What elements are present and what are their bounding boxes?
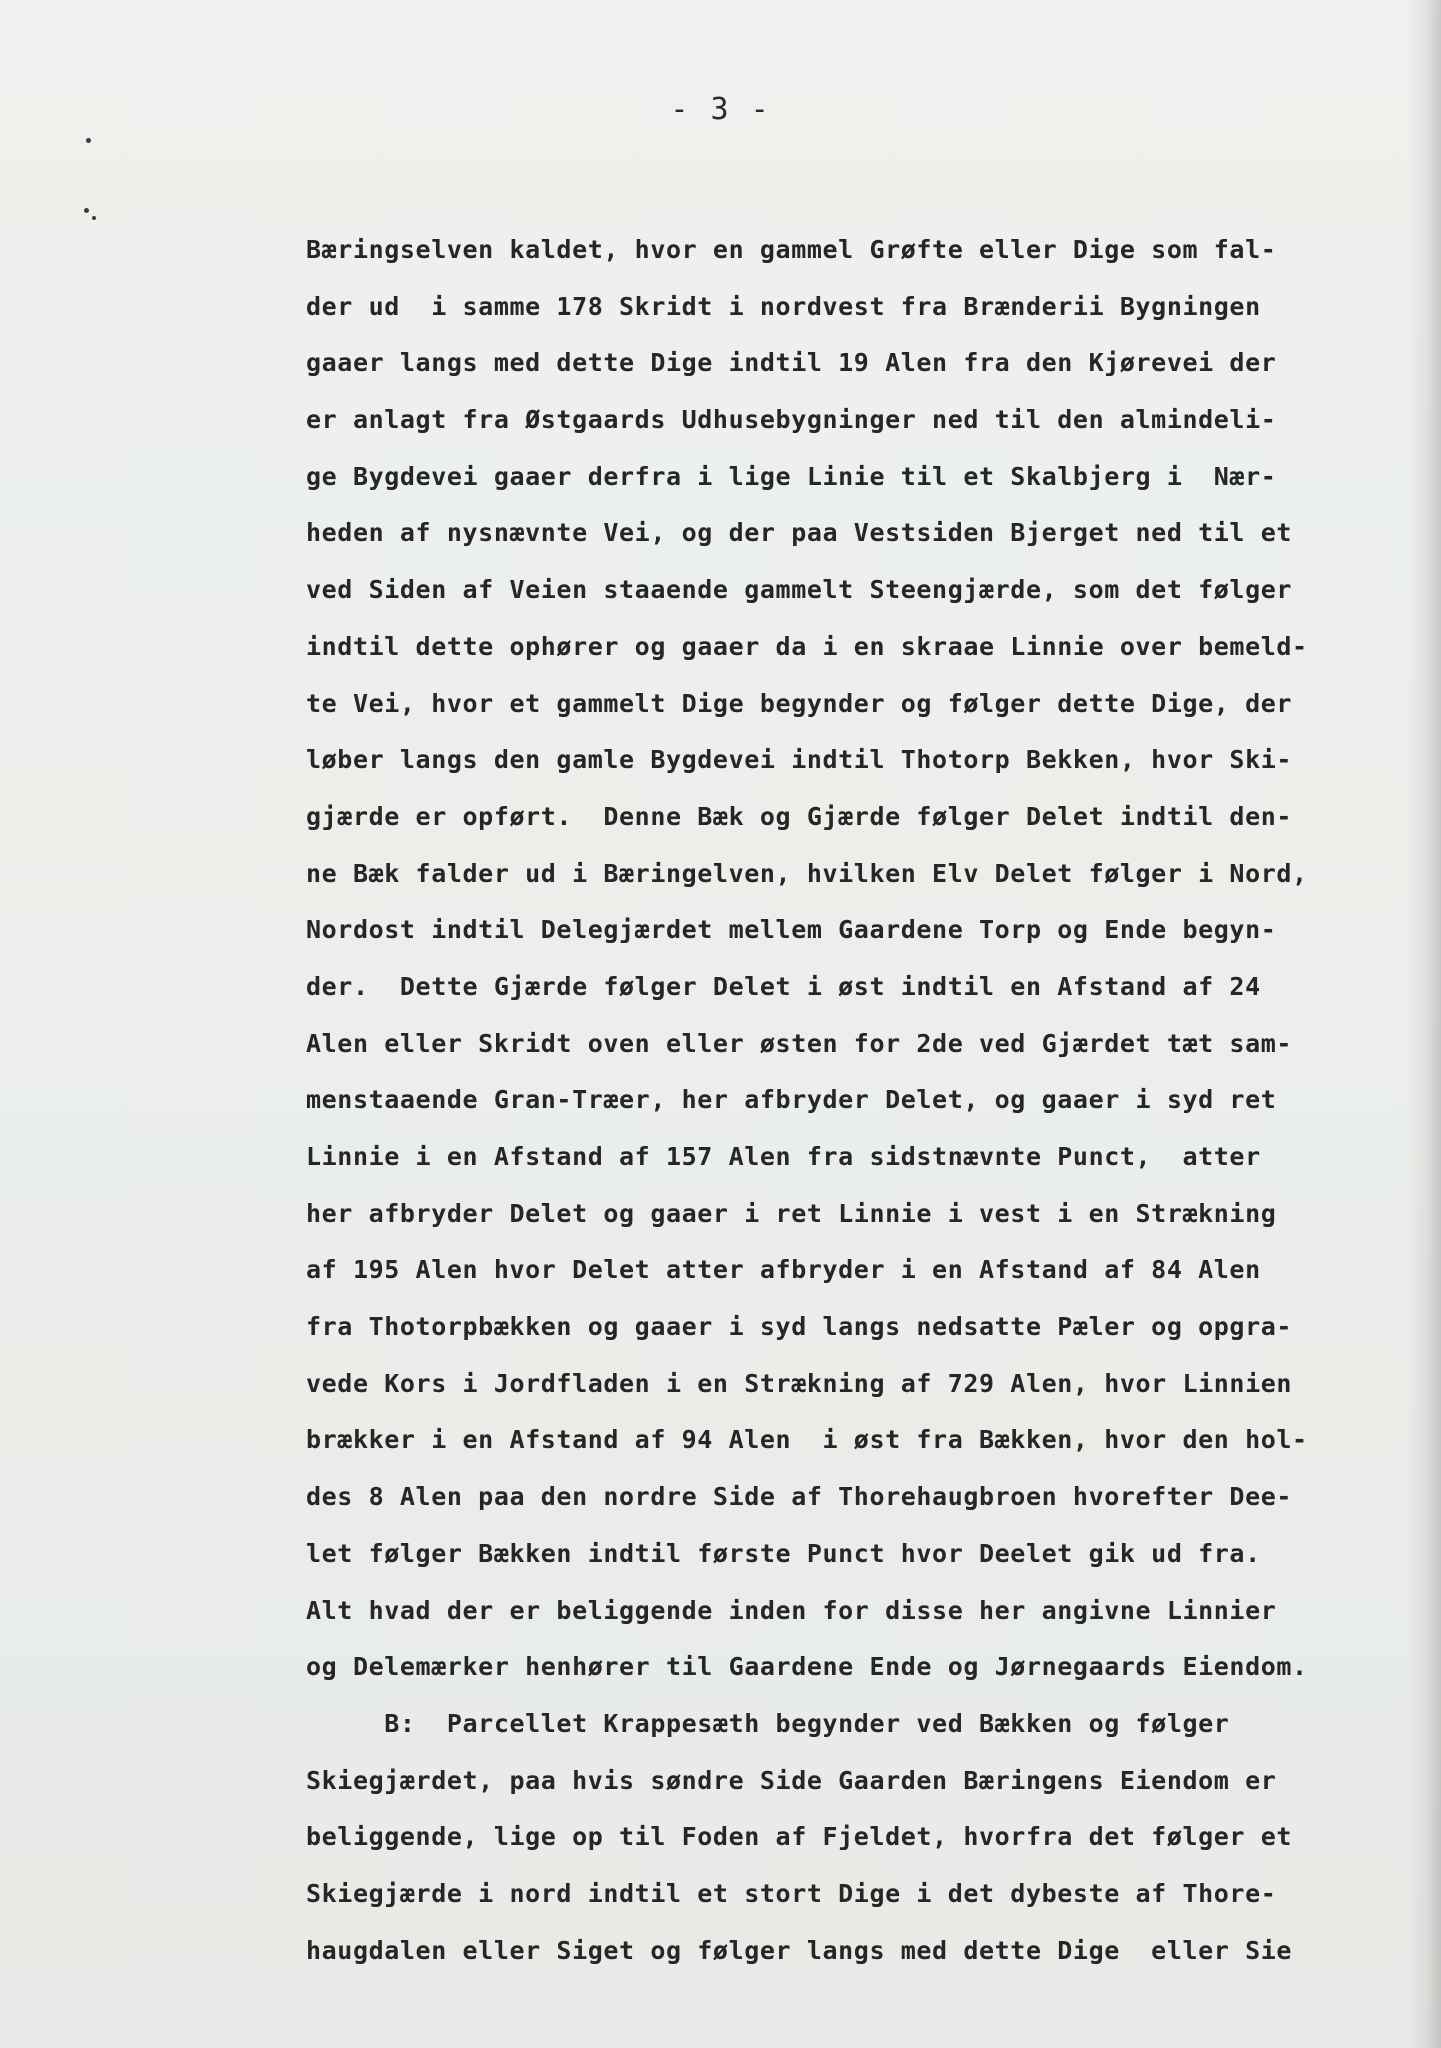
text-line: B: Parcellet Krappesæth begynder ved Bækken og følger [306,1708,1230,1738]
text-line: ne Bæk falder ud i Bæringelven, hvilken Elv Delet følger i Nord, [306,858,1308,888]
text-line: ved Siden af Veien staaende gammelt Steengjærde, som det følger [306,575,1293,605]
text-line: gjærde er opført. Denne Bæk og Gjærde følger Delet indtil den- [306,801,1293,831]
text-line: gaaer langs med dette Dige indtil 19 Alen fra den Kjørevei der [306,348,1277,378]
typewritten-text-block [306,222,1416,1979]
text-line: Bæringselven kaldet, hvor en gammel Grøfte eller Dige som fal- [306,235,1277,264]
text-line: vede Kors i Jordfladen i en Strækning af 729 Alen, hvor Linnien [306,1368,1293,1398]
text-line: Skiegjærde i nord indtil et stort Dige i det dybeste af Thore- [306,1878,1277,1908]
text-line: løber langs den gamle Bygdevei indtil Thotorp Bekken, hvor Ski- [306,745,1293,775]
text-line: er anlagt fra Østgaards Udhusebygninger ned til den almindeli- [306,405,1277,435]
text-line: menstaaende Gran-Træer, her afbryder Delet, og gaaer i syd ret [306,1085,1277,1115]
paper-speck [86,138,91,143]
text-line: og Delemærker henhører til Gaardene Ende og Jørnegaards Eiendom. [306,1652,1308,1682]
text-line: Nordost indtil Delegjærdet mellem Gaardene Torp og Ende begyn- [306,915,1277,945]
text-line: Alen eller Skridt oven eller østen for 2de ved Gjærdet tæt sam- [306,1028,1293,1058]
text-line: brækker i en Afstand af 94 Alen i øst fra Bækken, hvor den hol- [306,1425,1308,1455]
text-line: af 195 Alen hvor Delet atter afbryder i en Afstand af 84 Alen [306,1255,1261,1285]
paper-speck [84,208,89,213]
page-number: - 3 - [670,92,771,127]
text-line: her afbryder Delet og gaaer i ret Linnie i vest i en Strækning [306,1198,1277,1228]
text-line: Skiegjærdet, paa hvis søndre Side Gaarden Bæringens Eiendom er [306,1765,1277,1795]
text-line: der. Dette Gjærde følger Delet i øst indtil en Afstand af 24 [306,971,1261,1001]
text-line: Linnie i en Afstand af 157 Alen fra sidstnævnte Punct, atter [306,1142,1261,1171]
text-line: fra Thotorpbækken og gaaer i syd langs nedsatte Pæler og opgra- [306,1312,1293,1342]
text-line: ge Bygdevei gaaer derfra i lige Linie til et Skalbjerg i Nær- [306,461,1277,491]
paper-speck [92,216,96,220]
text-line: let følger Bækken indtil første Punct hvor Deelet gik ud fra. [306,1538,1261,1568]
text-line: der ud i samme 178 Skridt i nordvest fra Brænderii Bygningen [306,291,1261,321]
text-line: beliggende, lige op til Foden af Fjeldet, hvorfra det følger et [306,1822,1293,1852]
text-line: te Vei, hvor et gammelt Dige begynder og følger dette Dige, der [306,688,1293,718]
text-line: heden af nysnævnte Vei, og der paa Vestsiden Bjerget ned til et [306,518,1293,548]
text-line: haugdalen eller Siget og følger langs med dette Dige eller Sie [306,1935,1293,1965]
text-line: indtil dette ophører og gaaer da i en skraae Linnie over bemeld- [306,631,1308,661]
text-line: Alt hvad der er beliggende inden for disse her angivne Linnier [306,1595,1277,1625]
text-line: des 8 Alen paa den nordre Side af Thorehaugbroen hvorefter Dee- [306,1482,1293,1512]
